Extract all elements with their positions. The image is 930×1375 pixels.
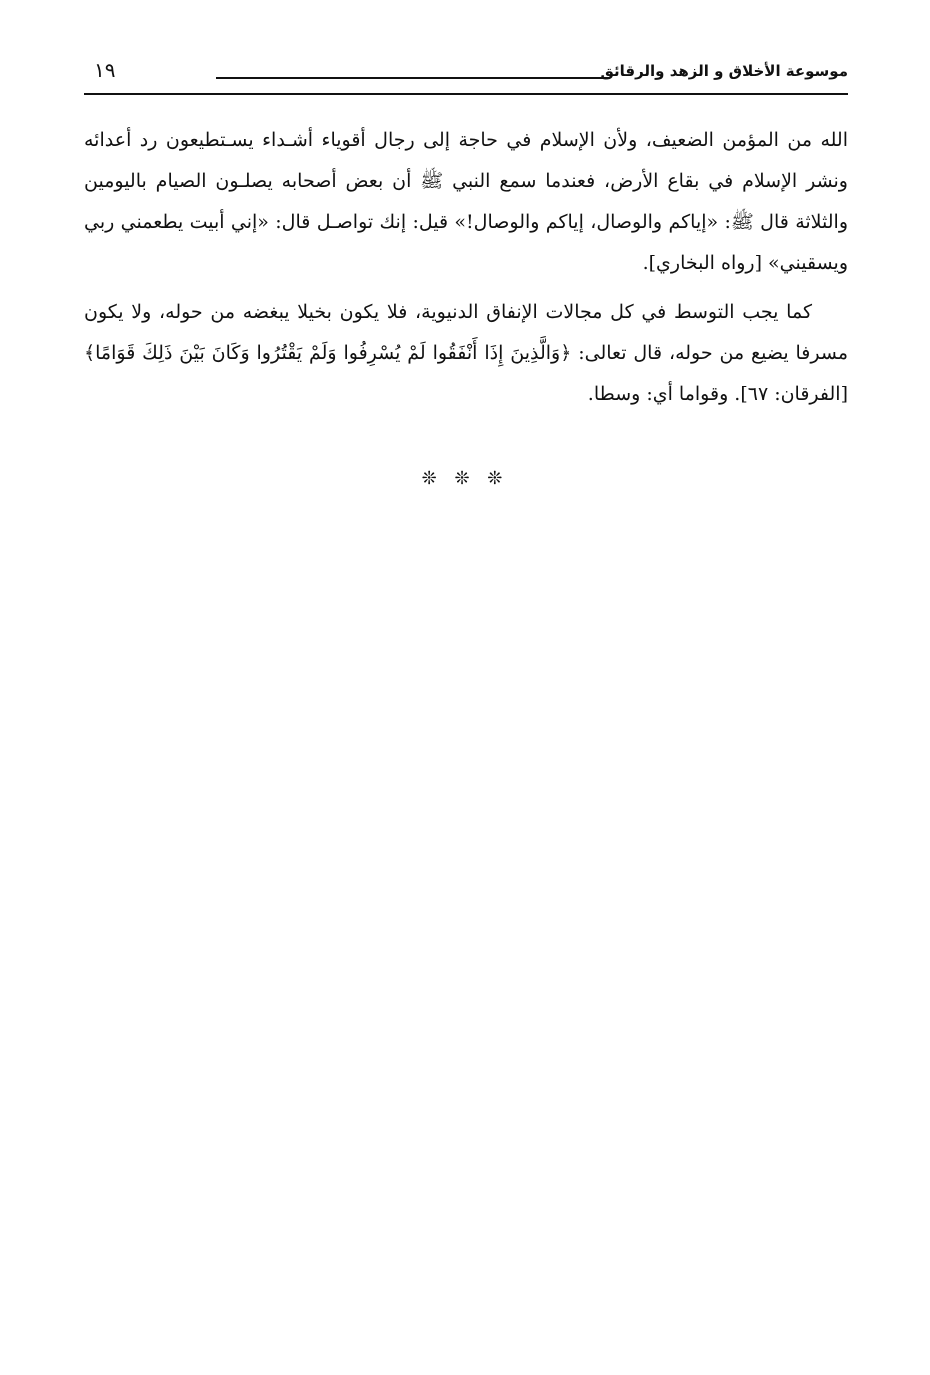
header-dash-line [216, 77, 610, 79]
page-number: ١٩ [94, 58, 116, 82]
paragraph-1: الله من المؤمن الضعيف، ولأن الإسلام في حاجة إلى رجال أقوياء أشـداء يسـتطيعون رد أعدائه ونشر الإسلام في بقاع الأرض، فعندما سمع النبي ﷺ أن بعض أصحابه يصلـون الصيام باليومين والثلاثة قال ﷺ: «إياكم والوصال، إياكم والوصال!» قيل: إنك تواصـل قال: «إني أبيت يطعمني ربي ويسقيني» [رواه البخاري]. [84, 129, 848, 274]
section-divider: ❊ ❊ ❊ [421, 468, 509, 489]
book-title: موسوعة الأخلاق و الزهد والرقائق [600, 62, 848, 80]
running-header [84, 56, 848, 96]
paragraph-2: كما يجب التوسط في كل مجالات الإنفاق الدنيوية، فلا يكون بخيلا يبغضه من حوله، ولا يكون مسرفا يضيع من حوله، قال تعالى: ﴿وَالَّذِينَ إِذَا أَنْفَقُوا لَمْ يُسْرِفُوا وَلَمْ يَقْتُرُوا وَكَانَ بَيْنَ ذَلِكَ قَوَامًا﴾ [الفرقان: ٦٧]. وقواما أي: وسطا. [84, 301, 848, 405]
body-text [84, 120, 848, 415]
header-rule [84, 93, 848, 95]
